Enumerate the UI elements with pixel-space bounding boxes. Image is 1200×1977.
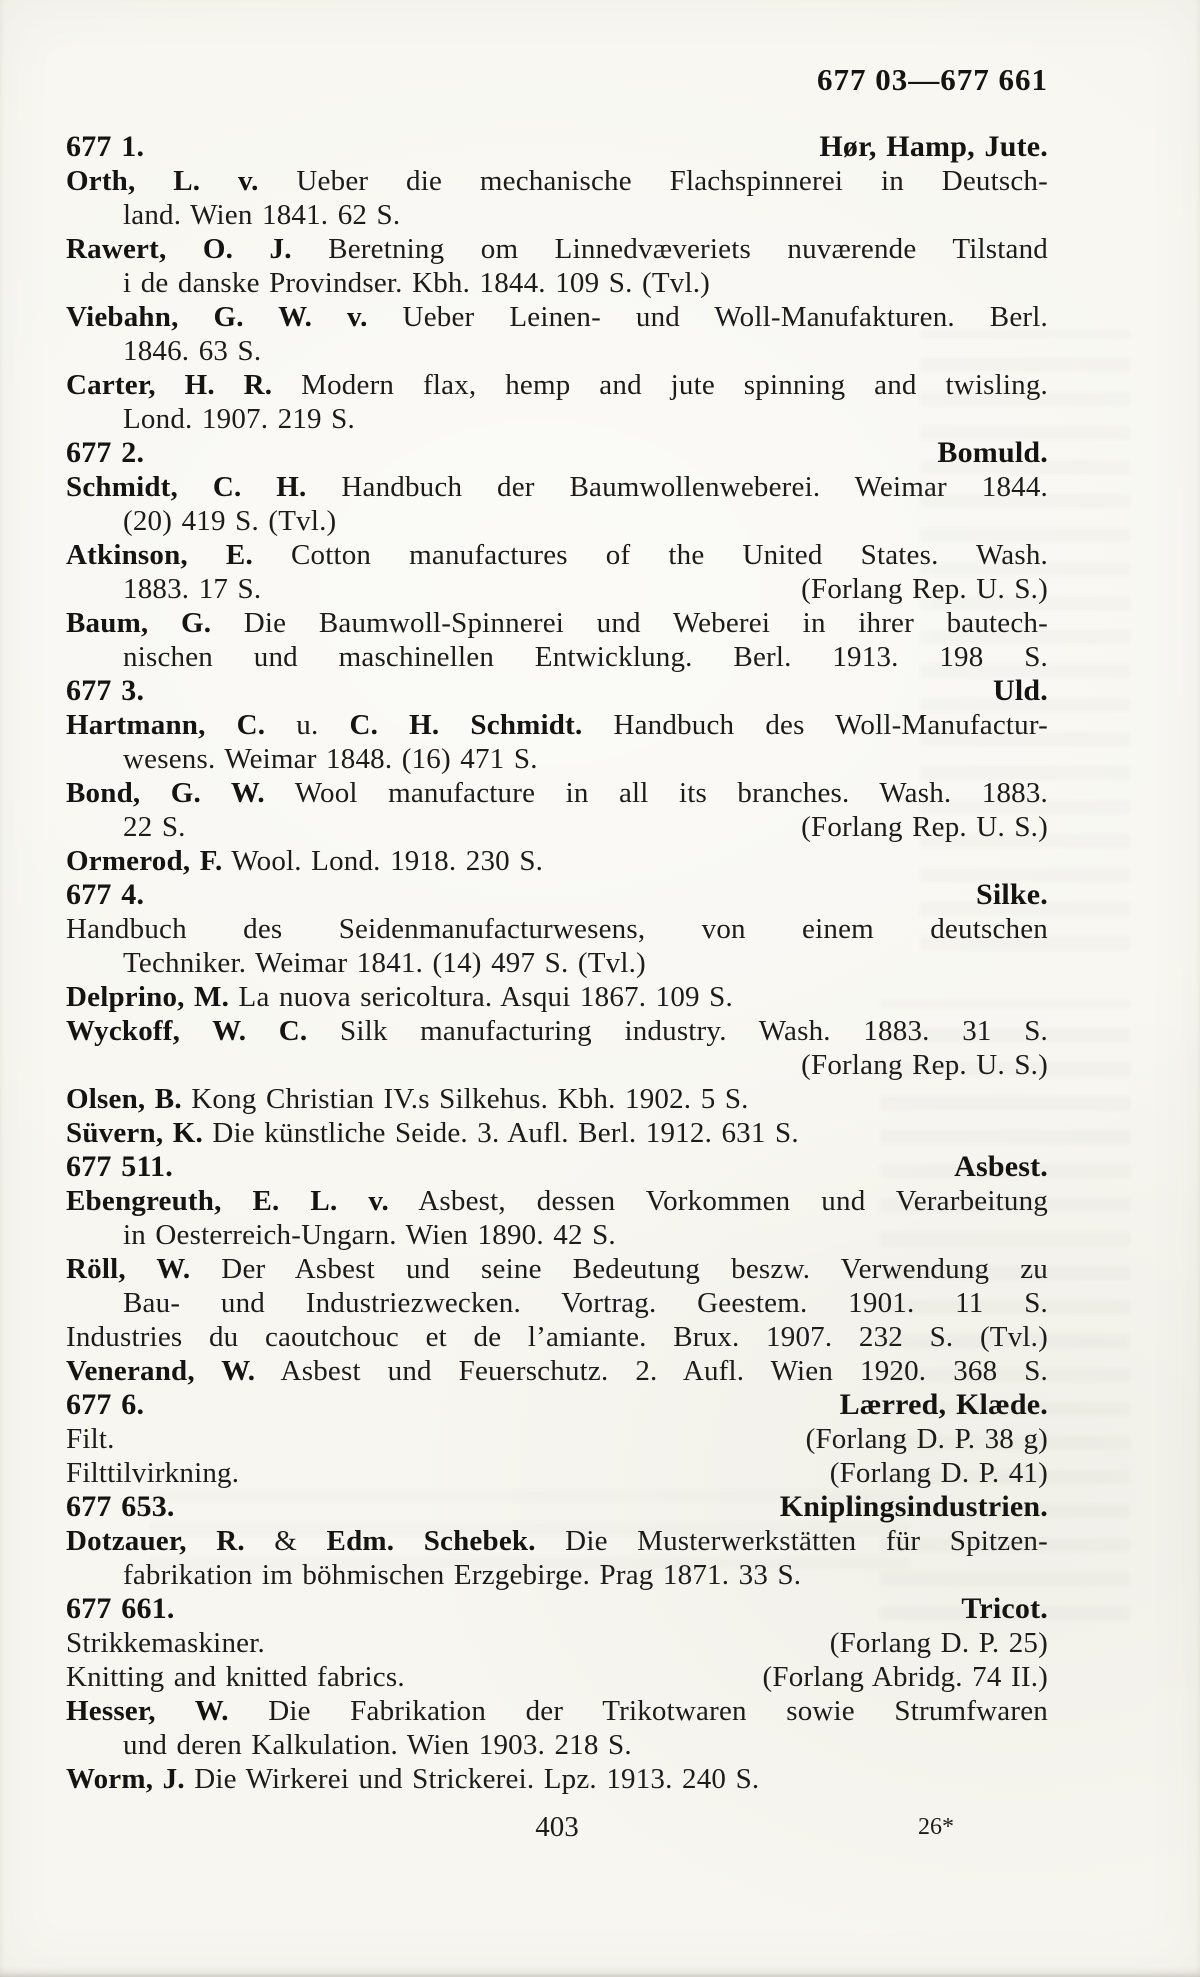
entry-line (66, 368, 1048, 402)
entry-continuation-line (66, 946, 1048, 980)
author-name: Hesser, W. (66, 1695, 229, 1727)
text-segment: 1883. 17 S. (123, 573, 262, 605)
text-segment: Silk manufacturing industry. Wash. 1883. 31 S. (307, 1015, 1048, 1047)
entry-line (66, 1252, 1048, 1286)
author-name: Carter, H. R. (66, 369, 273, 401)
entry-text (66, 1422, 115, 1456)
entry-text (123, 1287, 1048, 1319)
entry-text (66, 165, 1048, 197)
text-segment: Lond. 1907. 219 S. (123, 403, 355, 435)
author-name: Dotzauer, R. (66, 1525, 245, 1557)
entry-continuation-line (66, 1286, 1048, 1320)
author-name: Bond, G. W. (66, 777, 265, 809)
printers-signature: 26* (918, 1814, 954, 1840)
entry-line (66, 1660, 1048, 1694)
author-name: C. H. Schmidt. (349, 709, 583, 741)
author-name: Olsen, B. (66, 1083, 182, 1115)
author-name: Orth, L. v. (66, 165, 259, 197)
entry-line (66, 776, 1048, 810)
entry-text (66, 1253, 1048, 1285)
section-row (66, 1388, 1048, 1422)
text-segment: wesens. Weimar 1848. (16) 471 S. (123, 743, 538, 775)
section-heading: Lærred, Klæde. (839, 1388, 1048, 1421)
text-segment: La nuova sericoltura. Asqui 1867. 109 S. (229, 981, 733, 1013)
entry-text (66, 471, 1048, 503)
section-number (66, 1592, 175, 1626)
section-number-text: 677 3. (66, 674, 145, 707)
entry-text (66, 1660, 405, 1694)
entry-text (66, 1456, 239, 1490)
forlang-note: (Forlang Rep. U. S.) (801, 1049, 1048, 1081)
entry-line (66, 1456, 1048, 1490)
entry-text (123, 641, 1048, 673)
text-segment: Knitting and knitted fabrics. (66, 1661, 405, 1693)
section-heading: Uld. (993, 674, 1048, 707)
entry-line (66, 1116, 1048, 1150)
entry-text (66, 1117, 799, 1149)
entry-text (123, 267, 710, 299)
section-number (66, 1490, 175, 1524)
text-segment: 22 S. (123, 811, 186, 843)
entry-text (123, 1729, 632, 1761)
section-number (66, 436, 144, 470)
forlang-note: (Forlang Rep. U. S.) (801, 573, 1048, 605)
entry-text (123, 810, 186, 844)
section-row (66, 674, 1048, 708)
entry-text (66, 1321, 1048, 1353)
entry-line (66, 1320, 1048, 1354)
author-name: Rawert, O. J. (66, 233, 292, 265)
entry-line (66, 232, 1048, 266)
entry-note-line (66, 1048, 1048, 1082)
section-number-text: 677 1. (66, 130, 145, 163)
text-segment: Wool. Lond. 1918. 230 S. (222, 845, 544, 877)
entry-text (66, 369, 1048, 401)
entry-line (66, 300, 1048, 334)
entry-line (66, 912, 1048, 946)
section-number-text: 677 661. (66, 1592, 175, 1625)
entry-line (66, 1082, 1048, 1116)
entry-line (66, 844, 1048, 878)
entry-text (123, 947, 646, 979)
author-name: Viebahn, G. W. v. (66, 301, 368, 333)
entry-line (66, 980, 1048, 1014)
author-name: Schmidt, C. H. (66, 471, 307, 503)
text-segment: Beretning om Linnedvæveriets nuværende Tilstand (291, 233, 1048, 265)
forlang-note: (Forlang D. P. 38 g) (805, 1423, 1048, 1455)
entry-continuation-line (66, 402, 1048, 436)
bibliography-body (66, 130, 1048, 1796)
entry-text (66, 1626, 265, 1660)
text-segment: Filt. (66, 1423, 115, 1455)
forlang-note: (Forlang D. P. 41) (829, 1457, 1048, 1489)
entry-line (66, 1694, 1048, 1728)
text-segment: land. Wien 1841. 62 S. (123, 199, 401, 231)
entry-text (66, 1015, 1048, 1047)
entry-line (66, 1762, 1048, 1796)
entry-text (123, 1219, 616, 1251)
entry-line (66, 708, 1048, 742)
text-segment: Die Wirkerei und Strickerei. Lpz. 1913. 240 S. (184, 1763, 760, 1795)
author-name: Süvern, K. (66, 1117, 203, 1149)
text-segment: Ueber Leinen- und Woll-Manufakturen. Berl. (367, 301, 1048, 333)
section-row (66, 1490, 1048, 1524)
section-number-text: 677 653. (66, 1490, 175, 1523)
entry-text (66, 1695, 1048, 1727)
entry-continuation-line (66, 572, 1048, 606)
page-footer (66, 1810, 1048, 1850)
section-number-text: 677 4. (66, 878, 145, 911)
entry-line (66, 1422, 1048, 1456)
entry-text (66, 1185, 1048, 1217)
entry-text (123, 743, 538, 775)
text-segment: Der Asbest und seine Bedeutung beszw. Verwendung zu (190, 1253, 1048, 1285)
entry-text (123, 505, 336, 537)
text-segment: Die Musterwerkstätten für Spitzen- (535, 1525, 1048, 1557)
text-block (66, 62, 1048, 1796)
text-segment: Handbuch der Baumwollenweberei. Weimar 1844. (306, 471, 1048, 503)
section-row (66, 1592, 1048, 1626)
entry-line (66, 470, 1048, 504)
section-heading: Hør, Hamp, Jute. (819, 130, 1048, 163)
entry-text (66, 1355, 1048, 1387)
section-number (66, 1150, 173, 1184)
section-row (66, 1150, 1048, 1184)
entry-continuation-line (66, 504, 1048, 538)
text-segment: Die Fabrikation der Trikotwaren sowie Strumfwaren (228, 1695, 1048, 1727)
entry-text (66, 777, 1048, 809)
text-segment: Techniker. Weimar 1841. (14) 497 S. (Tvl.) (123, 947, 646, 979)
entry-line (66, 606, 1048, 640)
section-row (66, 130, 1048, 164)
entry-continuation-line (66, 640, 1048, 674)
entry-line (66, 164, 1048, 198)
entry-continuation-line (66, 1218, 1048, 1252)
forlang-note: (Forlang D. P. 25) (829, 1627, 1048, 1659)
author-name: Ormerod, F. (66, 845, 223, 877)
entry-continuation-line (66, 334, 1048, 368)
entry-text (66, 607, 1048, 639)
running-head-classification-range: 677 03—677 661 (817, 62, 1048, 97)
text-segment: Kong Christian IV.s Silkehus. Kbh. 1902. 5 S. (181, 1083, 749, 1115)
entry-text (66, 1525, 1048, 1557)
section-number (66, 674, 144, 708)
text-segment: Modern flax, hemp and jute spinning and twisling. (272, 369, 1048, 401)
section-number (66, 1388, 144, 1422)
text-segment: Asbest, dessen Vorkommen und Verarbeitung (388, 1185, 1048, 1217)
entry-line (66, 1354, 1048, 1388)
author-name: Hartmann, C. (66, 709, 266, 741)
entry-text (123, 335, 261, 367)
author-name: Delprino, M. (66, 981, 230, 1013)
section-number-text: 677 511. (66, 1150, 173, 1183)
forlang-note: (Forlang Abridg. 74 II.) (762, 1661, 1048, 1693)
text-segment: Strikkemaskiner. (66, 1627, 265, 1659)
entry-continuation-line (66, 742, 1048, 776)
text-segment: Asbest und Feuerschutz. 2. Aufl. Wien 1920. 368 S. (255, 1355, 1048, 1387)
text-segment: Wool manufacture in all its branches. Wash. 1883. (264, 777, 1048, 809)
entry-text (123, 572, 261, 606)
entry-line (66, 1014, 1048, 1048)
text-segment: 1846. 63 S. (123, 335, 262, 367)
entry-continuation-line (66, 198, 1048, 232)
section-heading: Bomuld. (937, 436, 1048, 469)
entry-text (66, 845, 543, 877)
author-name: Edm. Schebek. (326, 1525, 536, 1557)
entry-text (66, 913, 1048, 945)
text-segment: (20) 419 S. (Tvl.) (123, 505, 337, 537)
text-segment: Handbuch des Woll-Manufactur- (582, 709, 1048, 741)
author-name: Ebengreuth, E. L. v. (66, 1185, 389, 1217)
text-segment: Cotton manufactures of the United States. Wash. (252, 539, 1048, 571)
text-segment: in Oesterreich-Ungarn. Wien 1890. 42 S. (123, 1219, 616, 1251)
author-name: Worm, J. (66, 1763, 185, 1795)
author-name: Atkinson, E. (66, 539, 253, 571)
entry-text (66, 1083, 749, 1115)
text-segment: Die künstliche Seide. 3. Aufl. Berl. 1912. 631 S. (202, 1117, 799, 1149)
entry-continuation-line (66, 810, 1048, 844)
entry-text (66, 233, 1048, 265)
section-heading: Asbest. (954, 1150, 1048, 1183)
text-segment: nischen und maschinellen Entwicklung. Berl. 1913. 198 S. (123, 641, 1048, 673)
section-number-text: 677 2. (66, 436, 145, 469)
text-segment: & (244, 1525, 327, 1557)
entry-text (66, 539, 1048, 571)
text-segment: u. (265, 709, 350, 741)
text-segment: Handbuch des Seidenmanufacturwesens, von einem deutschen (66, 913, 1048, 945)
section-heading: Kniplingsindustrien. (779, 1490, 1048, 1523)
page-number: 403 (535, 1811, 579, 1843)
entry-text (123, 199, 400, 231)
text-segment: i de danske Provindser. Kbh. 1844. 109 S. (Tvl.) (123, 267, 711, 299)
entry-line (66, 1184, 1048, 1218)
text-segment: Die Baumwoll-Spinnerei und Weberei in ihrer bautech- (211, 607, 1048, 639)
text-segment: fabrikation im böhmischen Erzgebirge. Prag 1871. 33 S. (123, 1559, 802, 1591)
author-name: Baum, G. (66, 607, 212, 639)
text-segment: und deren Kalkulation. Wien 1903. 218 S. (123, 1729, 632, 1761)
entry-line (66, 1524, 1048, 1558)
section-number (66, 878, 144, 912)
author-name: Röll, W. (66, 1253, 191, 1285)
text-segment: Industries du caoutchouc et de l’amiante. Brux. 1907. 232 S. (Tvl.) (66, 1321, 1048, 1353)
text-segment: Ueber die mechanische Flachspinnerei in Deutsch- (258, 165, 1048, 197)
entry-continuation-line (66, 1558, 1048, 1592)
entry-continuation-line (66, 266, 1048, 300)
entry-line (66, 1626, 1048, 1660)
entry-continuation-line (66, 1728, 1048, 1762)
author-name: Venerand, W. (66, 1355, 256, 1387)
entry-text (66, 1763, 759, 1795)
section-row (66, 436, 1048, 470)
entry-text (66, 709, 1048, 741)
section-number (66, 130, 144, 164)
text-segment: Bau- und Industriezwecken. Vortrag. Geestem. 1901. 11 S. (123, 1287, 1048, 1319)
entry-text (123, 403, 355, 435)
author-name: Wyckoff, W. C. (66, 1015, 308, 1047)
entry-text (66, 301, 1048, 333)
section-heading: Silke. (975, 878, 1048, 911)
text-segment: Filttilvirkning. (66, 1457, 240, 1489)
entry-text (66, 981, 733, 1013)
forlang-note: (Forlang Rep. U. S.) (801, 811, 1048, 843)
section-heading: Tricot. (961, 1592, 1048, 1625)
entry-line (66, 538, 1048, 572)
entry-text (123, 1559, 801, 1591)
section-row (66, 878, 1048, 912)
section-number-text: 677 6. (66, 1388, 145, 1421)
